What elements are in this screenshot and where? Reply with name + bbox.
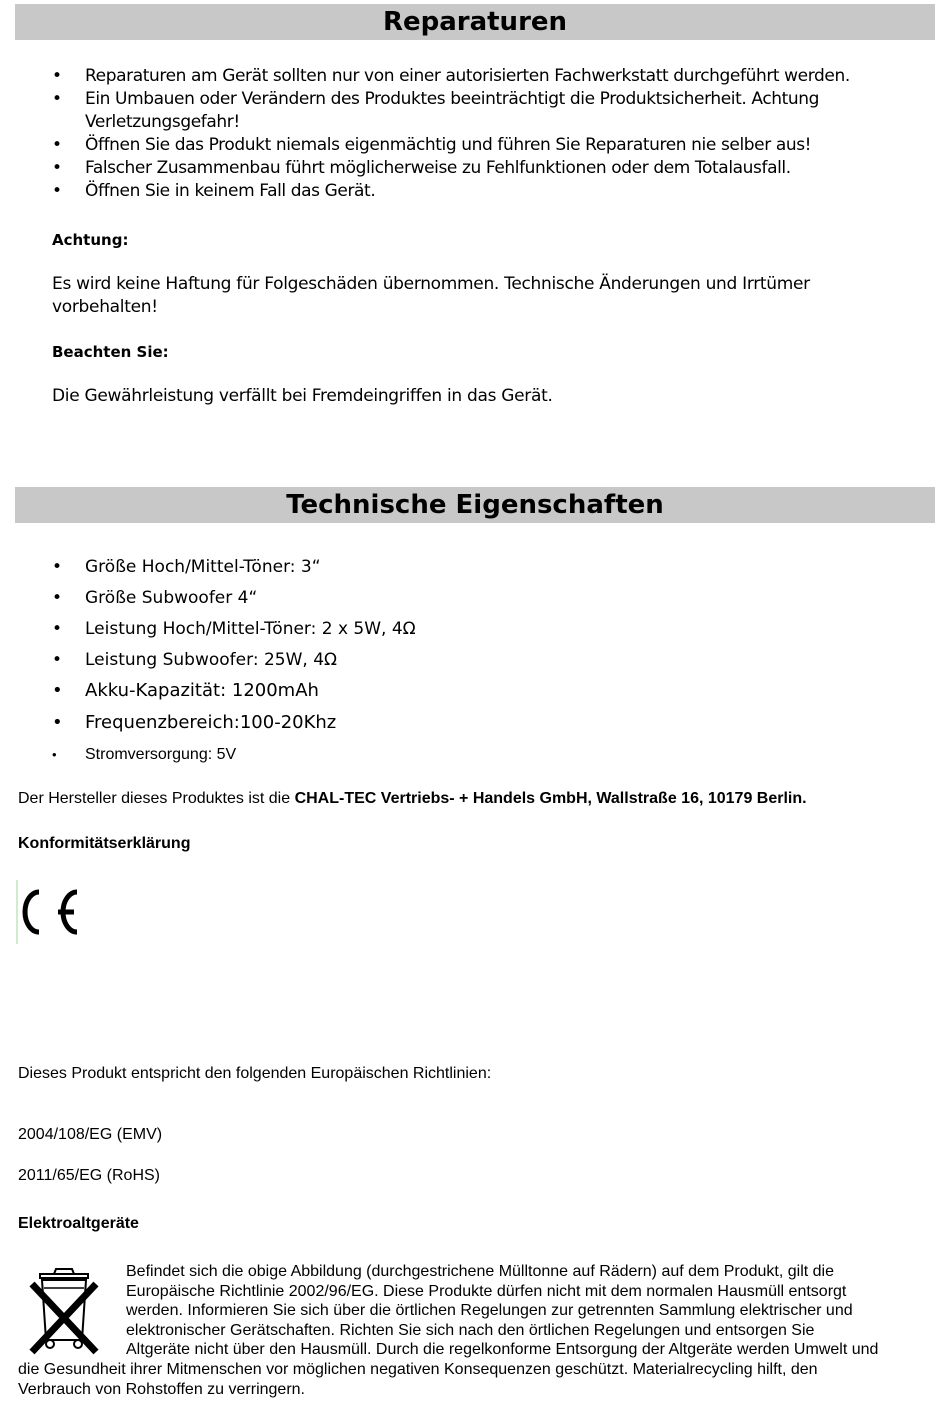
- list-item: • Größe Hoch/Mittel-Töner: 3“: [52, 556, 416, 587]
- list-item: • Öffnen Sie das Produkt niemals eigenmächtig und führen Sie Reparaturen nie selber aus!: [52, 134, 950, 157]
- manufacturer-line: [18, 790, 807, 808]
- list-item: • Stromversorgung: 5V: [52, 744, 416, 775]
- note-text: Die Gewährleistung verfällt bei Fremdeingriffen in das Gerät.: [52, 386, 553, 406]
- repairs-heading: Reparaturen: [15, 4, 935, 40]
- attention-text: Es wird keine Haftung für Folgeschäden übernommen. Technische Änderungen und Irrtümer vorbehalten!: [52, 274, 810, 317]
- specs-list: [52, 556, 416, 775]
- attention-label: Achtung:: [52, 231, 129, 249]
- weee-text-line: Verbrauch von Rohstoffen zu verringern.: [18, 1380, 305, 1398]
- ce-mark: [16, 880, 86, 944]
- list-item: • Ein Umbauen oder Verändern des Produktes beeinträchtigt die Produktsicherheit. Achtung Verletzungsgefahr!: [52, 88, 950, 134]
- list-item: • Größe Subwoofer 4“: [52, 587, 416, 618]
- list-item: • Falscher Zusammenbau führt möglicherweise zu Fehlfunktionen oder dem Totalausfall.: [52, 157, 950, 180]
- weee-text-line: werden. Informieren Sie sich über die örtlichen Regelungen zur getrennten Sammlung elektrischer und: [126, 1302, 853, 1320]
- directive-rohs: 2011/65/EG (RoHS): [18, 1167, 160, 1184]
- note-label: Beachten Sie:: [52, 343, 169, 361]
- list-item: • Öffnen Sie in keinem Fall das Gerät.: [52, 180, 950, 203]
- weee-text-line: Befindet sich die obige Abbildung (durchgestrichene Mülltonne auf Rädern) auf dem Produkt, gilt die: [126, 1263, 834, 1280]
- manufacturer-name: CHAL-TEC Vertriebs- + Handels GmbH, Wallstraße 16, 10179 Berlin.: [294, 790, 807, 807]
- weee-heading: Elektroaltgeräte: [18, 1215, 139, 1232]
- conformity-statement: Dieses Produkt entspricht den folgenden Europäischen Richtlinien:: [18, 1065, 492, 1082]
- repairs-list: [52, 65, 950, 203]
- weee-text-line: Europäische Richtlinie 2002/96/EG. Diese Produkte dürfen nicht mit dem normalen Hausmüll entsorgt: [126, 1282, 847, 1300]
- weee-text-continued: [18, 1360, 818, 1399]
- weee-bin-icon: [26, 1266, 102, 1356]
- directive-emv: 2004/108/EG (EMV): [18, 1126, 163, 1143]
- list-item: • Frequenzbereich:100-20Khz: [52, 712, 416, 744]
- weee-text-block: [126, 1262, 878, 1360]
- conformity-heading: Konformitätserklärung: [18, 835, 191, 852]
- manufacturer-prefix: Der Hersteller dieses Produktes ist die: [18, 790, 295, 807]
- weee-text-line: die Gesundheit ihrer Mitmenschen vor möglichen negativen Konsequenzen geschützt. Materialrecycling hilft, den: [18, 1361, 818, 1378]
- weee-text-line: Altgeräte nicht über den Hausmüll. Durch die regelkonforme Entsorgung der Altgeräte werden Umwelt und: [126, 1341, 879, 1359]
- list-item: • Leistung Subwoofer: 25W, 4Ω: [52, 649, 416, 680]
- list-item: • Leistung Hoch/Mittel-Töner: 2 x 5W, 4Ω: [52, 618, 416, 649]
- specs-heading: Technische Eigenschaften: [15, 487, 935, 523]
- ce-icon: [16, 880, 86, 944]
- weee-text-line: elektronischer Gerätschaften. Richten Sie sich nach den örtlichen Regelungen und entsorgen Sie: [126, 1321, 815, 1339]
- list-item: • Akku-Kapazität: 1200mAh: [52, 680, 416, 712]
- list-item: • Reparaturen am Gerät sollten nur von einer autorisierten Fachwerkstatt durchgeführt werden.: [52, 65, 950, 88]
